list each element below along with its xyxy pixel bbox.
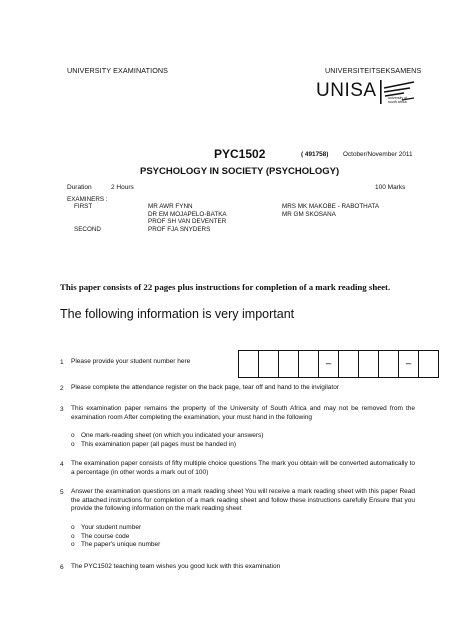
student-number-box[interactable] [359, 351, 379, 377]
student-number-box[interactable] [279, 351, 299, 377]
header-left: UNIVERSITY EXAMINATIONS [67, 66, 169, 75]
logo-text: UNISA [316, 80, 377, 101]
paper-title: PSYCHOLOGY IN SOCIETY (PSYCHOLOGY) [140, 166, 340, 177]
examiner-name: PROF SH VAN DEVENTER [148, 218, 227, 226]
bullet-icon: o [71, 532, 75, 540]
item-text: Please complete the attendance register on the back page, tear off and hand to the invigilator [71, 384, 340, 391]
item-number: 4 [60, 461, 64, 468]
item-number: 1 [60, 359, 64, 366]
student-number-box[interactable] [259, 351, 279, 377]
bullet-list [71, 524, 160, 550]
duration-label: Duration [67, 184, 92, 191]
bullet-icon: o [71, 541, 75, 549]
bullet-icon: o [71, 440, 75, 448]
examiners-col2 [282, 203, 379, 218]
examiners-first-label: FIRST [74, 203, 93, 210]
exam-session: October/November 2011 [343, 151, 413, 158]
total-marks: 100 Marks [375, 184, 406, 191]
item-number: 2 [60, 385, 64, 392]
student-number-box[interactable] [299, 351, 319, 377]
student-number-box[interactable] [419, 351, 438, 377]
student-number-box[interactable] [339, 351, 359, 377]
separator-dash: – [325, 358, 332, 370]
student-number-boxes[interactable] [238, 350, 439, 378]
item-number: 3 [60, 406, 64, 413]
list-item: o The paper's unique number [71, 541, 161, 549]
examiner-name: MR AWR FYNN [148, 203, 193, 210]
bullet-list [71, 432, 263, 449]
item-number: 6 [60, 564, 64, 571]
info-heading: The following information is very important [60, 307, 295, 321]
separator-dash: – [405, 358, 412, 370]
duration-value: 2 Hours [111, 184, 134, 191]
examiner-name: PROF FJA SNYDERS [148, 225, 211, 233]
unisa-logo [316, 80, 377, 102]
list-item: o One mark-reading sheet (on which you indicated your answers) [71, 432, 264, 439]
item-text: Please provide your student number here [71, 358, 191, 365]
list-item: o Your student number [71, 524, 142, 531]
item-number: 5 [60, 489, 64, 496]
item-text: The PYC1502 teaching team wishes you good luck with this examination [71, 563, 281, 570]
list-item: o This examination paper (all pages must be handed in) [71, 440, 237, 448]
student-number-box[interactable] [319, 351, 339, 377]
bullet-icon: o [71, 432, 75, 439]
list-item: o The course code [71, 532, 130, 540]
examiners-second-label: SECOND [74, 226, 101, 233]
header-right: UNIVERSITEITSEKSAMENS [325, 66, 422, 75]
examiners-col1 [148, 203, 227, 233]
student-number-box[interactable] [239, 351, 259, 377]
item-text: This examination paper remains the property of the University of South Africa and may not be removed from the examination room After completing the examination, your must hand in the following [71, 405, 415, 421]
examiner-name: DR EM MOJAPELO-BATKA [148, 210, 227, 218]
examiners-heading: EXAMINERS : [67, 196, 108, 203]
examiner-name: MR GM SKOSANA [282, 210, 336, 218]
item-text: The examination paper consists of fifty multiple choice questions The mark you obtain will be converted automatically to a percentage (in other words a mark out of 100) [71, 460, 415, 476]
student-number-box[interactable] [399, 351, 419, 377]
logo-tagline: university of south africa [388, 96, 408, 104]
examiner-name: MRS MK MAKOBE - RABOTHATA [282, 203, 380, 210]
bullet-icon: o [71, 524, 75, 531]
paper-number: ( 491758) [301, 151, 329, 158]
pages-notice: This paper consists of 22 pages plus instructions for completion of a mark reading sheet. [60, 282, 391, 292]
course-code: PYC1502 [214, 147, 266, 161]
item-text: Answer the examination questions on a mark reading sheet You will receive a mark reading sheet with this paper Read the attached instructions for completion of a mark reading sheet and follow these instructions carefully Ensure that you provide the following information on the mark reading sheet [71, 488, 415, 513]
student-number-box[interactable] [379, 351, 399, 377]
